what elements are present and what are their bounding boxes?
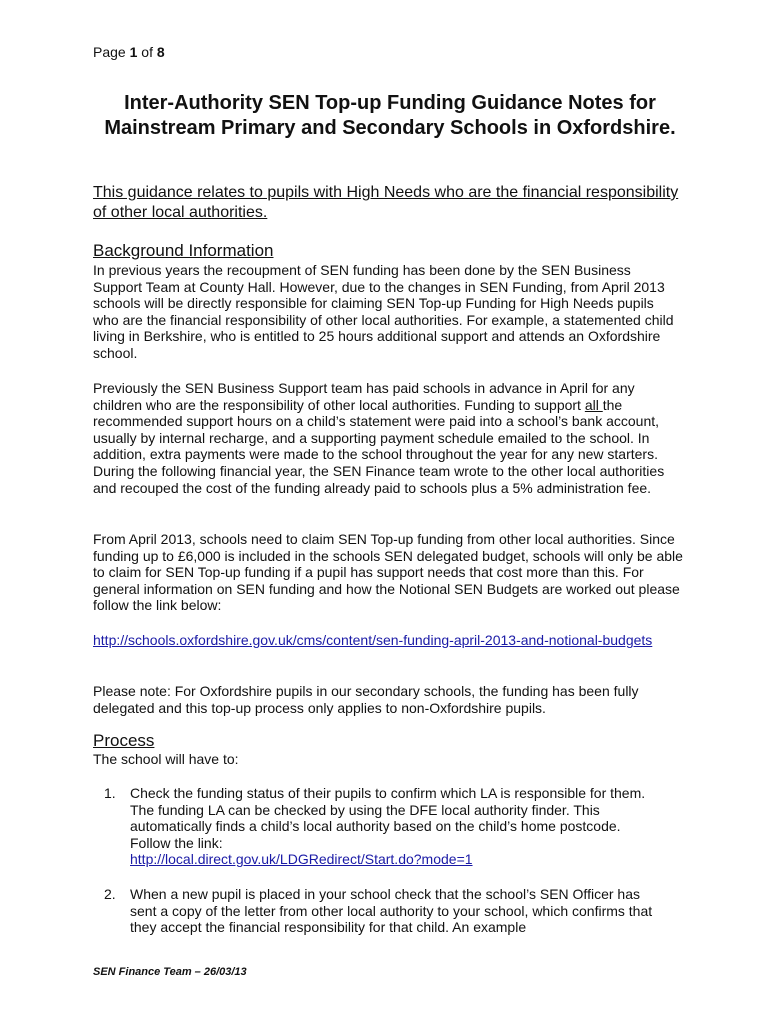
page-number [93,44,165,60]
step-number: 2. [104,886,116,902]
paragraph-2-start: Previously the SEN Business Support team has paid schools in advance in April for any children who are the responsibility of other local authorities. Funding to support [93,380,635,413]
background-paragraph-1: In previous years the recoupment of SEN funding has been done by the SEN Business Support Team at County Hall. However, due to the changes in SEN Funding, from April 2013 schools will be directly responsible for claiming SEN Top-up Funding for High Needs pupils who are the financial responsibility of other local authorities. For example, a statemented child living in Berkshire, who is entitled to 25 hours additional support and attends an Oxfordshire school. [93,262,674,361]
sen-funding-link-block [93,632,683,649]
ldg-redirect-link[interactable]: http://local.direct.gov.uk/LDGRedirect/Start.do?mode=1 [130,851,473,868]
process-intro: The school will have to: [93,751,239,767]
step-body [130,886,664,936]
process-step-2 [104,886,664,936]
page-label: Page [93,44,126,60]
oxfordshire-note: Please note: For Oxfordshire pupils in our secondary schools, the funding has been fully delegated and this top-up process only applies to non-Oxfordshire pupils. [93,683,639,716]
document-title: Inter-Authority SEN Top-up Funding Guidance Notes for Mainstream Primary and Secondary Schools in Oxfordshire. [104,92,676,139]
background-heading: Background Information [93,241,274,260]
page-current: 1 [129,44,138,60]
process-heading: Process [93,731,155,750]
process-step-1 [104,785,664,868]
background-paragraph-2 [93,380,683,496]
step-number: 1. [104,785,116,801]
sen-funding-link[interactable]: http://schools.oxfordshire.gov.uk/cms/content/sen-funding-april-2013-and-notional-budgets [93,632,653,648]
page-of-label: of [141,44,153,60]
step-text: Check the funding status of their pupils to confirm which LA is responsible for them. The funding LA can be checked by using the DFE local authority finder. This automatically finds a child’s local authority based on the child’s home postcode. Follow the link: [130,785,646,851]
paragraph-2-underlined: all [584,396,603,413]
background-paragraph-3: From April 2013, schools need to claim SEN Top-up funding from other local authorities. Since funding up to £6,000 is included in the schools SEN delegated budget, schools will only be able to claim for SEN Top-up funding if a pupil has support needs that cost more than this. For general information on SEN funding and how the Notional SEN Budgets are worked out please follow the link below: [93,531,683,614]
step-body [130,785,664,868]
page-total: 8 [156,44,165,60]
step-text: When a new pupil is placed in your school check that the school’s SEN Officer has sent a copy of the letter from other local authority to your school, which confirms that they accept the financial responsibility for that child. An example [130,886,653,936]
paragraph-2-end: the recommended support hours on a child’s statement were paid into a school’s bank account, usually by internal recharge, and a supporting payment schedule emailed to the school. In addition, extra payments were made to the school throughout the year for any new starters. During the following financial year, the SEN Finance team wrote to the other local authorities and recouped the cost of the funding already paid to schools plus a 5% administration fee. [93,396,665,496]
footer: SEN Finance Team – 26/03/13 [93,966,247,978]
lead-statement: This guidance relates to pupils with High Needs who are the financial responsibility of other local authorities. [93,184,679,221]
